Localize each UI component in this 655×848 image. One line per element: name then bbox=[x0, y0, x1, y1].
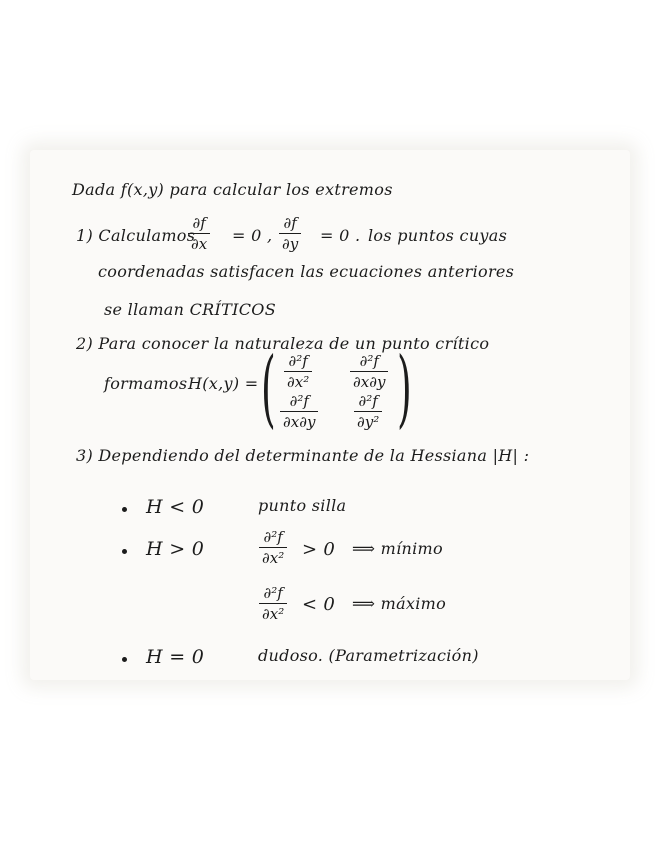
fraction-numerator: ∂²f bbox=[263, 528, 283, 546]
right-parenthesis: ) bbox=[397, 339, 412, 437]
fraction-denominator: ∂x² bbox=[262, 605, 285, 623]
intro-line: Dada f(x,y) para calcular los extremos bbox=[72, 180, 393, 199]
step2-prefix: formamos bbox=[104, 374, 188, 393]
equals-zero-b: = 0 . bbox=[320, 226, 361, 245]
case2b-fraction bbox=[259, 584, 287, 623]
fraction-bar bbox=[188, 233, 210, 234]
case2a-result: ⟹ mínimo bbox=[352, 539, 443, 558]
bullet-case1 bbox=[122, 507, 127, 512]
bullet-case3 bbox=[122, 657, 127, 662]
fraction-numerator: ∂f bbox=[192, 214, 206, 232]
step1-line2: coordenadas satisfacen las ecuaciones anteriores bbox=[98, 262, 515, 281]
matrix-entry-12 bbox=[350, 352, 388, 391]
step2-line1: 2) Para conocer la naturaleza de un punto crítico bbox=[76, 334, 490, 353]
case2b-relation: < 0 bbox=[302, 594, 336, 615]
fraction-denominator: ∂x² bbox=[287, 373, 310, 391]
case2a-relation: > 0 bbox=[302, 539, 336, 560]
step3-line1: 3) Dependiendo del determinante de la Hessiana |H| : bbox=[76, 446, 530, 465]
fraction-numerator: ∂²f bbox=[358, 392, 378, 410]
fraction-bar bbox=[350, 371, 388, 372]
fraction-bar bbox=[279, 233, 301, 234]
left-parenthesis: ( bbox=[261, 339, 276, 437]
fraction-bar bbox=[284, 371, 312, 372]
matrix-entry-21 bbox=[280, 392, 318, 431]
fraction-denominator: ∂x bbox=[191, 235, 208, 253]
case1-condition: H < 0 bbox=[146, 496, 205, 518]
fraction-df-dx bbox=[188, 214, 210, 253]
fraction-numerator: ∂²f bbox=[359, 352, 379, 370]
equals-zero-a: = 0 , bbox=[232, 226, 273, 245]
fraction-numerator: ∂²f bbox=[263, 584, 283, 602]
fraction-denominator: ∂x² bbox=[262, 549, 285, 567]
case3-result: dudoso. (Parametrización) bbox=[258, 646, 479, 665]
fraction-numerator: ∂²f bbox=[288, 352, 308, 370]
bullet-case2 bbox=[122, 549, 127, 554]
case2-condition: H > 0 bbox=[146, 538, 205, 560]
case2b-result: ⟹ máximo bbox=[352, 594, 447, 613]
fraction-df-dy bbox=[279, 214, 301, 253]
step1-suffix: los puntos cuyas bbox=[368, 226, 508, 245]
fraction-bar bbox=[259, 547, 287, 548]
case1-result: punto silla bbox=[258, 496, 347, 515]
case3-condition: H = 0 bbox=[146, 646, 205, 668]
fraction-bar bbox=[280, 411, 318, 412]
fraction-numerator: ∂²f bbox=[289, 392, 309, 410]
fraction-denominator: ∂x∂y bbox=[283, 413, 316, 431]
matrix-entry-22 bbox=[354, 392, 382, 431]
fraction-numerator: ∂f bbox=[283, 214, 297, 232]
step1-line3: se llaman CRÍTICOS bbox=[104, 300, 276, 319]
case2a-fraction bbox=[259, 528, 287, 567]
fraction-denominator: ∂y bbox=[282, 235, 299, 253]
fraction-bar bbox=[259, 603, 287, 604]
hessian-label: H(x,y) = bbox=[188, 374, 259, 393]
fraction-denominator: ∂x∂y bbox=[353, 373, 386, 391]
fraction-denominator: ∂y² bbox=[357, 413, 380, 431]
matrix-entry-11 bbox=[284, 352, 312, 391]
step1-prefix: 1) Calculamos bbox=[76, 226, 196, 245]
fraction-bar bbox=[354, 411, 382, 412]
